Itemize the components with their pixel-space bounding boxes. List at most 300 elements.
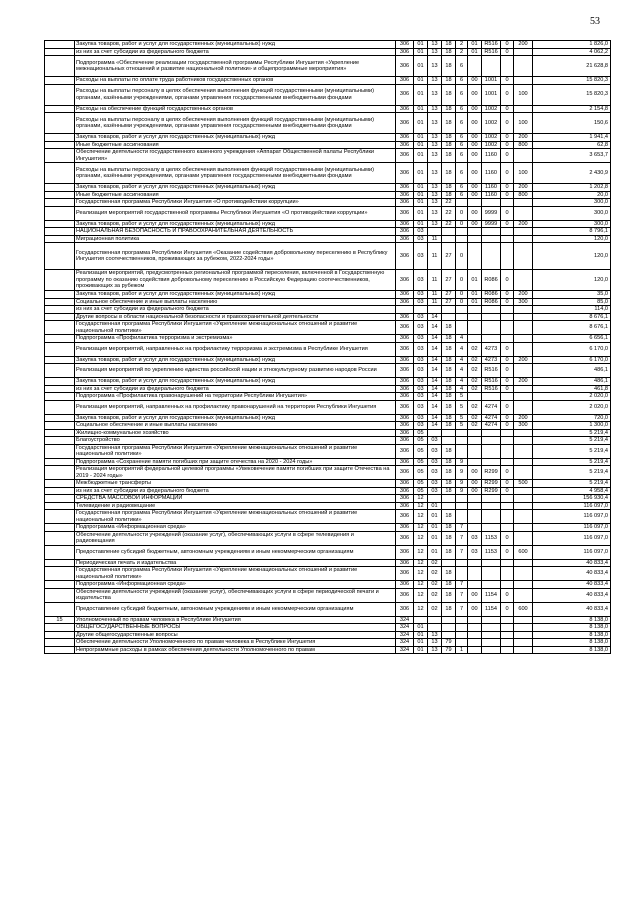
extra-code: 0	[501, 385, 514, 393]
section-code: 12	[414, 524, 428, 532]
direction-code	[482, 646, 501, 654]
amount: 2 430,9	[533, 163, 611, 184]
program-code	[442, 429, 456, 437]
extra-code	[501, 243, 514, 270]
section-code: 12	[414, 567, 428, 581]
table-row	[45, 141, 611, 149]
amount: 35,0	[533, 291, 611, 299]
row-name: из них за счет субсидии из федерального бюджета	[75, 48, 396, 56]
table-row	[45, 414, 611, 422]
row-name: Государственная программа Республики Ингушетия «О противодействии коррупции»	[75, 199, 396, 207]
extra-code: 0	[501, 149, 514, 163]
extra-code	[501, 581, 514, 589]
expense-type-code: 200	[514, 184, 533, 192]
expense-type-code: 800	[514, 191, 533, 199]
amount: 120,0	[533, 270, 611, 291]
section-code: 01	[414, 77, 428, 85]
row-name: Жилищно-коммунальное хозяйство	[75, 429, 396, 437]
program-code: 18	[442, 510, 456, 524]
amount: 120,0	[533, 243, 611, 270]
expense-type-code	[514, 616, 533, 624]
table-row	[45, 378, 611, 386]
extra-code	[501, 524, 514, 532]
row-name: Телевидение и радиовещание	[75, 502, 396, 510]
amount: 1 300,0	[533, 422, 611, 430]
section-code: 12	[414, 602, 428, 616]
table-row	[45, 163, 611, 184]
subsection-code: 11	[428, 298, 442, 306]
measure-code	[468, 495, 482, 503]
direction-code	[482, 393, 501, 401]
row-name: Подпрограмма «Информационная среда»	[75, 524, 396, 532]
row-number	[45, 524, 75, 532]
direction-code: 1002	[482, 141, 501, 149]
admin-code: 306	[396, 335, 414, 343]
section-code: 03	[414, 270, 428, 291]
amount: 116 097,0	[533, 524, 611, 532]
section-code: 05	[414, 429, 428, 437]
program-code: 27	[442, 298, 456, 306]
measure-code	[468, 56, 482, 77]
expense-type-code	[514, 206, 533, 220]
row-number: 15	[45, 616, 75, 624]
direction-code	[482, 429, 501, 437]
measure-code: 00	[468, 184, 482, 192]
program-code: 18	[442, 364, 456, 378]
direction-code	[482, 306, 501, 314]
amount: 720,0	[533, 414, 611, 422]
measure-code: 02	[468, 422, 482, 430]
measure-code: 02	[468, 356, 482, 364]
admin-code: 306	[396, 191, 414, 199]
table-row	[45, 400, 611, 414]
measure-code: 00	[468, 113, 482, 134]
row-name: Закупка товаров, работ и услуг для государственных (муниципальных) нужд	[75, 356, 396, 364]
amount: 40 833,4	[533, 602, 611, 616]
extra-code: 0	[501, 602, 514, 616]
measure-code	[468, 429, 482, 437]
section-code: 03	[414, 356, 428, 364]
admin-code: 306	[396, 400, 414, 414]
subprogram-code: 4	[456, 364, 468, 378]
section-code: 12	[414, 495, 428, 503]
row-number	[45, 400, 75, 414]
subsection-code: 13	[428, 631, 442, 639]
table-row	[45, 243, 611, 270]
subsection-code: 13	[428, 84, 442, 105]
section-code: 01	[414, 199, 428, 207]
row-name: Реализация мероприятий, направленных на профилактику терроризма и экстремизма в Республике Ингушетия	[75, 342, 396, 356]
extra-code: 0	[501, 342, 514, 356]
admin-code: 324	[396, 639, 414, 647]
admin-code: 306	[396, 458, 414, 466]
row-number	[45, 487, 75, 495]
amount: 116 097,0	[533, 502, 611, 510]
extra-code	[501, 313, 514, 321]
direction-code: 1160	[482, 184, 501, 192]
direction-code: 9999	[482, 206, 501, 220]
row-name: Подпрограмма «Обеспечение реализации государственной программы Республики Ингушетия «Укрепление межнациональных отношений и развитие национальной политики» и общепрограммные мероприятия»	[75, 56, 396, 77]
table-row	[45, 306, 611, 314]
admin-code: 306	[396, 105, 414, 113]
admin-code: 306	[396, 56, 414, 77]
row-name: Обеспечение деятельности учреждений (оказание услуг), обеспечивающих услуги в сфере телевидения и радиовещания	[75, 531, 396, 545]
measure-code: 03	[468, 545, 482, 559]
extra-code: 0	[501, 378, 514, 386]
table-row	[45, 41, 611, 49]
subprogram-code: 4	[456, 378, 468, 386]
amount: 2 020,0	[533, 400, 611, 414]
row-number	[45, 335, 75, 343]
row-name: Закупка товаров, работ и услуг для государственных (муниципальных) нужд	[75, 291, 396, 299]
expense-type-code	[514, 199, 533, 207]
amount: 461,8	[533, 385, 611, 393]
subprogram-code: 9	[456, 466, 468, 480]
subsection-code: 13	[428, 105, 442, 113]
measure-code: 02	[468, 400, 482, 414]
section-code: 05	[414, 444, 428, 458]
row-number	[45, 631, 75, 639]
expense-type-code	[514, 56, 533, 77]
extra-code: 0	[501, 163, 514, 184]
admin-code: 324	[396, 624, 414, 632]
extra-code: 0	[501, 400, 514, 414]
extra-code: 0	[501, 270, 514, 291]
row-name: Расходы на выплаты персоналу в целях обеспечения выполнения функций государственными (муниципальными) органами, казёнными учреждениями, органами управления государственными внебюджетными фондами	[75, 113, 396, 134]
extra-code	[501, 631, 514, 639]
table-row	[45, 206, 611, 220]
program-code: 18	[442, 149, 456, 163]
measure-code	[468, 306, 482, 314]
expense-type-code: 200	[514, 378, 533, 386]
row-number	[45, 342, 75, 356]
measure-code	[468, 444, 482, 458]
table-row	[45, 184, 611, 192]
subprogram-code: 6	[456, 134, 468, 142]
expense-type-code	[514, 639, 533, 647]
direction-code: R299	[482, 480, 501, 488]
section-code: 03	[414, 291, 428, 299]
subsection-code: 14	[428, 356, 442, 364]
row-number	[45, 321, 75, 335]
section-code	[414, 306, 428, 314]
section-code: 01	[414, 184, 428, 192]
amount: 1 202,8	[533, 184, 611, 192]
section-code: 03	[414, 313, 428, 321]
amount: 15 820,3	[533, 77, 611, 85]
program-code	[442, 228, 456, 236]
amount: 5 219,4	[533, 437, 611, 445]
subprogram-code: 6	[456, 149, 468, 163]
subsection-code: 02	[428, 588, 442, 602]
subprogram-code	[456, 567, 468, 581]
direction-code: 9999	[482, 220, 501, 228]
subsection-code: 13	[428, 184, 442, 192]
measure-code	[468, 510, 482, 524]
amount: 2 154,8	[533, 105, 611, 113]
subprogram-code: 6	[456, 184, 468, 192]
subsection-code: 13	[428, 220, 442, 228]
direction-code: 1160	[482, 191, 501, 199]
section-code: 03	[414, 298, 428, 306]
amount: 62,8	[533, 141, 611, 149]
subsection-code	[428, 624, 442, 632]
table-row	[45, 616, 611, 624]
section-code: 03	[414, 235, 428, 243]
row-number	[45, 134, 75, 142]
measure-code	[468, 524, 482, 532]
extra-code	[501, 321, 514, 335]
direction-code: R299	[482, 466, 501, 480]
measure-code	[468, 235, 482, 243]
subprogram-code: 0	[456, 220, 468, 228]
extra-code	[501, 624, 514, 632]
table-row	[45, 385, 611, 393]
expense-type-code: 500	[514, 480, 533, 488]
subprogram-code	[456, 429, 468, 437]
row-number	[45, 48, 75, 56]
expense-type-code	[514, 588, 533, 602]
subprogram-code: 6	[456, 141, 468, 149]
subsection-code: 14	[428, 414, 442, 422]
table-row	[45, 444, 611, 458]
row-number	[45, 356, 75, 364]
program-code: 18	[442, 444, 456, 458]
measure-code: 00	[468, 163, 482, 184]
extra-code: 0	[501, 422, 514, 430]
direction-code	[482, 313, 501, 321]
program-code	[442, 437, 456, 445]
extra-code	[501, 335, 514, 343]
direction-code	[482, 335, 501, 343]
row-name: Иные бюджетные ассигнования	[75, 141, 396, 149]
expense-type-code	[514, 429, 533, 437]
measure-code: 02	[468, 364, 482, 378]
expense-type-code	[514, 393, 533, 401]
expense-type-code: 200	[514, 220, 533, 228]
table-row	[45, 321, 611, 335]
row-number	[45, 270, 75, 291]
row-name: Закупка товаров, работ и услуг для государственных (муниципальных) нужд	[75, 134, 396, 142]
section-code: 03	[414, 378, 428, 386]
program-code: 18	[442, 602, 456, 616]
row-name: Закупка товаров, работ и услуг для государственных (муниципальных) нужд	[75, 414, 396, 422]
extra-code: 0	[501, 480, 514, 488]
direction-code	[482, 235, 501, 243]
subsection-code	[428, 228, 442, 236]
subsection-code: 13	[428, 141, 442, 149]
table-row	[45, 631, 611, 639]
subprogram-code: 5	[456, 393, 468, 401]
row-number	[45, 41, 75, 49]
section-code: 03	[414, 342, 428, 356]
admin-code: 306	[396, 77, 414, 85]
table-row	[45, 393, 611, 401]
admin-code: 306	[396, 356, 414, 364]
subprogram-code: 9	[456, 480, 468, 488]
admin-code: 306	[396, 422, 414, 430]
row-name: Непрограммные расходы в рамках обеспечения деятельности Уполномоченного по правам	[75, 646, 396, 654]
row-number	[45, 385, 75, 393]
subprogram-code	[456, 616, 468, 624]
program-code: 18	[442, 466, 456, 480]
row-number	[45, 228, 75, 236]
subprogram-code: 0	[456, 298, 468, 306]
table-row	[45, 335, 611, 343]
table-row	[45, 77, 611, 85]
table-row	[45, 487, 611, 495]
expense-type-code	[514, 313, 533, 321]
subsection-code: 11	[428, 270, 442, 291]
row-name: Реализация мероприятий по укреплению единства российской нации и этнокультурному развитию народов России	[75, 364, 396, 378]
row-number	[45, 495, 75, 503]
subprogram-code	[456, 437, 468, 445]
subprogram-code	[456, 631, 468, 639]
row-number	[45, 588, 75, 602]
measure-code	[468, 616, 482, 624]
expense-type-code: 800	[514, 141, 533, 149]
expense-type-code	[514, 495, 533, 503]
row-number	[45, 559, 75, 567]
extra-code	[501, 559, 514, 567]
amount: 20,0	[533, 191, 611, 199]
extra-code	[501, 567, 514, 581]
table-row	[45, 429, 611, 437]
row-name: Обеспечение деятельности учреждений (оказание услуг), обеспечивающих услуги в сфере периодической печати и издательства	[75, 588, 396, 602]
section-code: 01	[414, 639, 428, 647]
program-code: 27	[442, 243, 456, 270]
table-row	[45, 105, 611, 113]
section-code: 03	[414, 228, 428, 236]
extra-code	[501, 495, 514, 503]
row-number	[45, 364, 75, 378]
table-row	[45, 602, 611, 616]
table-row	[45, 466, 611, 480]
admin-code: 306	[396, 163, 414, 184]
expense-type-code	[514, 321, 533, 335]
row-number	[45, 458, 75, 466]
table-row	[45, 113, 611, 134]
row-number	[45, 149, 75, 163]
row-number	[45, 414, 75, 422]
row-number	[45, 378, 75, 386]
admin-code: 306	[396, 228, 414, 236]
measure-code: 00	[468, 141, 482, 149]
subsection-code: 14	[428, 378, 442, 386]
admin-code: 306	[396, 134, 414, 142]
table-row	[45, 84, 611, 105]
direction-code	[482, 524, 501, 532]
subsection-code	[428, 306, 442, 314]
admin-code: 306	[396, 313, 414, 321]
direction-code	[482, 444, 501, 458]
admin-code: 306	[396, 502, 414, 510]
program-code: 22	[442, 220, 456, 228]
amount: 1 826,0	[533, 41, 611, 49]
amount: 120,0	[533, 235, 611, 243]
measure-code	[468, 199, 482, 207]
admin-code: 306	[396, 414, 414, 422]
row-name: Межбюджетные трансферты	[75, 480, 396, 488]
amount: 5 219,4	[533, 444, 611, 458]
amount: 4 062,2	[533, 48, 611, 56]
table-row	[45, 228, 611, 236]
expense-type-code: 600	[514, 602, 533, 616]
subprogram-code	[456, 502, 468, 510]
extra-code: 0	[501, 134, 514, 142]
amount: 116 097,0	[533, 545, 611, 559]
row-name: Подпрограмма «Профилактика терроризма и экстремизма»	[75, 335, 396, 343]
admin-code: 306	[396, 567, 414, 581]
amount: 8 676,1	[533, 321, 611, 335]
row-number	[45, 466, 75, 480]
subsection-code: 13	[428, 41, 442, 49]
extra-code: 0	[501, 298, 514, 306]
subprogram-code: 9	[456, 458, 468, 466]
subsection-code: 01	[428, 510, 442, 524]
section-code: 12	[414, 545, 428, 559]
subsection-code: 13	[428, 199, 442, 207]
program-code	[442, 313, 456, 321]
expense-type-code	[514, 270, 533, 291]
row-number	[45, 429, 75, 437]
measure-code	[468, 243, 482, 270]
measure-code	[468, 502, 482, 510]
measure-code: 02	[468, 378, 482, 386]
program-code: 22	[442, 206, 456, 220]
direction-code: 4274	[482, 422, 501, 430]
table-row	[45, 134, 611, 142]
table-row	[45, 531, 611, 545]
direction-code	[482, 624, 501, 632]
direction-code	[482, 510, 501, 524]
subsection-code: 14	[428, 400, 442, 414]
amount: 40 833,4	[533, 581, 611, 589]
expense-type-code	[514, 243, 533, 270]
row-name: Расходы на выплаты по оплате труда работников государственных органов	[75, 77, 396, 85]
row-number	[45, 510, 75, 524]
measure-code: 00	[468, 77, 482, 85]
program-code: 18	[442, 378, 456, 386]
amount: 4 958,4	[533, 487, 611, 495]
subprogram-code	[456, 199, 468, 207]
admin-code: 306	[396, 199, 414, 207]
expense-type-code	[514, 77, 533, 85]
subprogram-code: 5	[456, 414, 468, 422]
subsection-code: 03	[428, 437, 442, 445]
subprogram-code: 0	[456, 291, 468, 299]
program-code: 18	[442, 184, 456, 192]
row-number	[45, 480, 75, 488]
row-name: Реализация мероприятий государственной программы Республики Ингушетия «О противодействии коррупции»	[75, 206, 396, 220]
extra-code: 0	[501, 545, 514, 559]
table-row	[45, 437, 611, 445]
program-code: 18	[442, 335, 456, 343]
row-name: Предоставление субсидий бюджетным, автономным учреждениям и иным некоммерческим организациям	[75, 602, 396, 616]
section-code: 03	[414, 400, 428, 414]
extra-code: 0	[501, 531, 514, 545]
subprogram-code: 6	[456, 56, 468, 77]
measure-code: 00	[468, 480, 482, 488]
row-number	[45, 235, 75, 243]
subprogram-code: 4	[456, 385, 468, 393]
row-number	[45, 624, 75, 632]
row-name: ОБЩЕГОСУДАРСТВЕННЫЕ ВОПРОСЫ	[75, 624, 396, 632]
program-code: 18	[442, 134, 456, 142]
direction-code	[482, 631, 501, 639]
section-code: 01	[414, 646, 428, 654]
table-row	[45, 458, 611, 466]
